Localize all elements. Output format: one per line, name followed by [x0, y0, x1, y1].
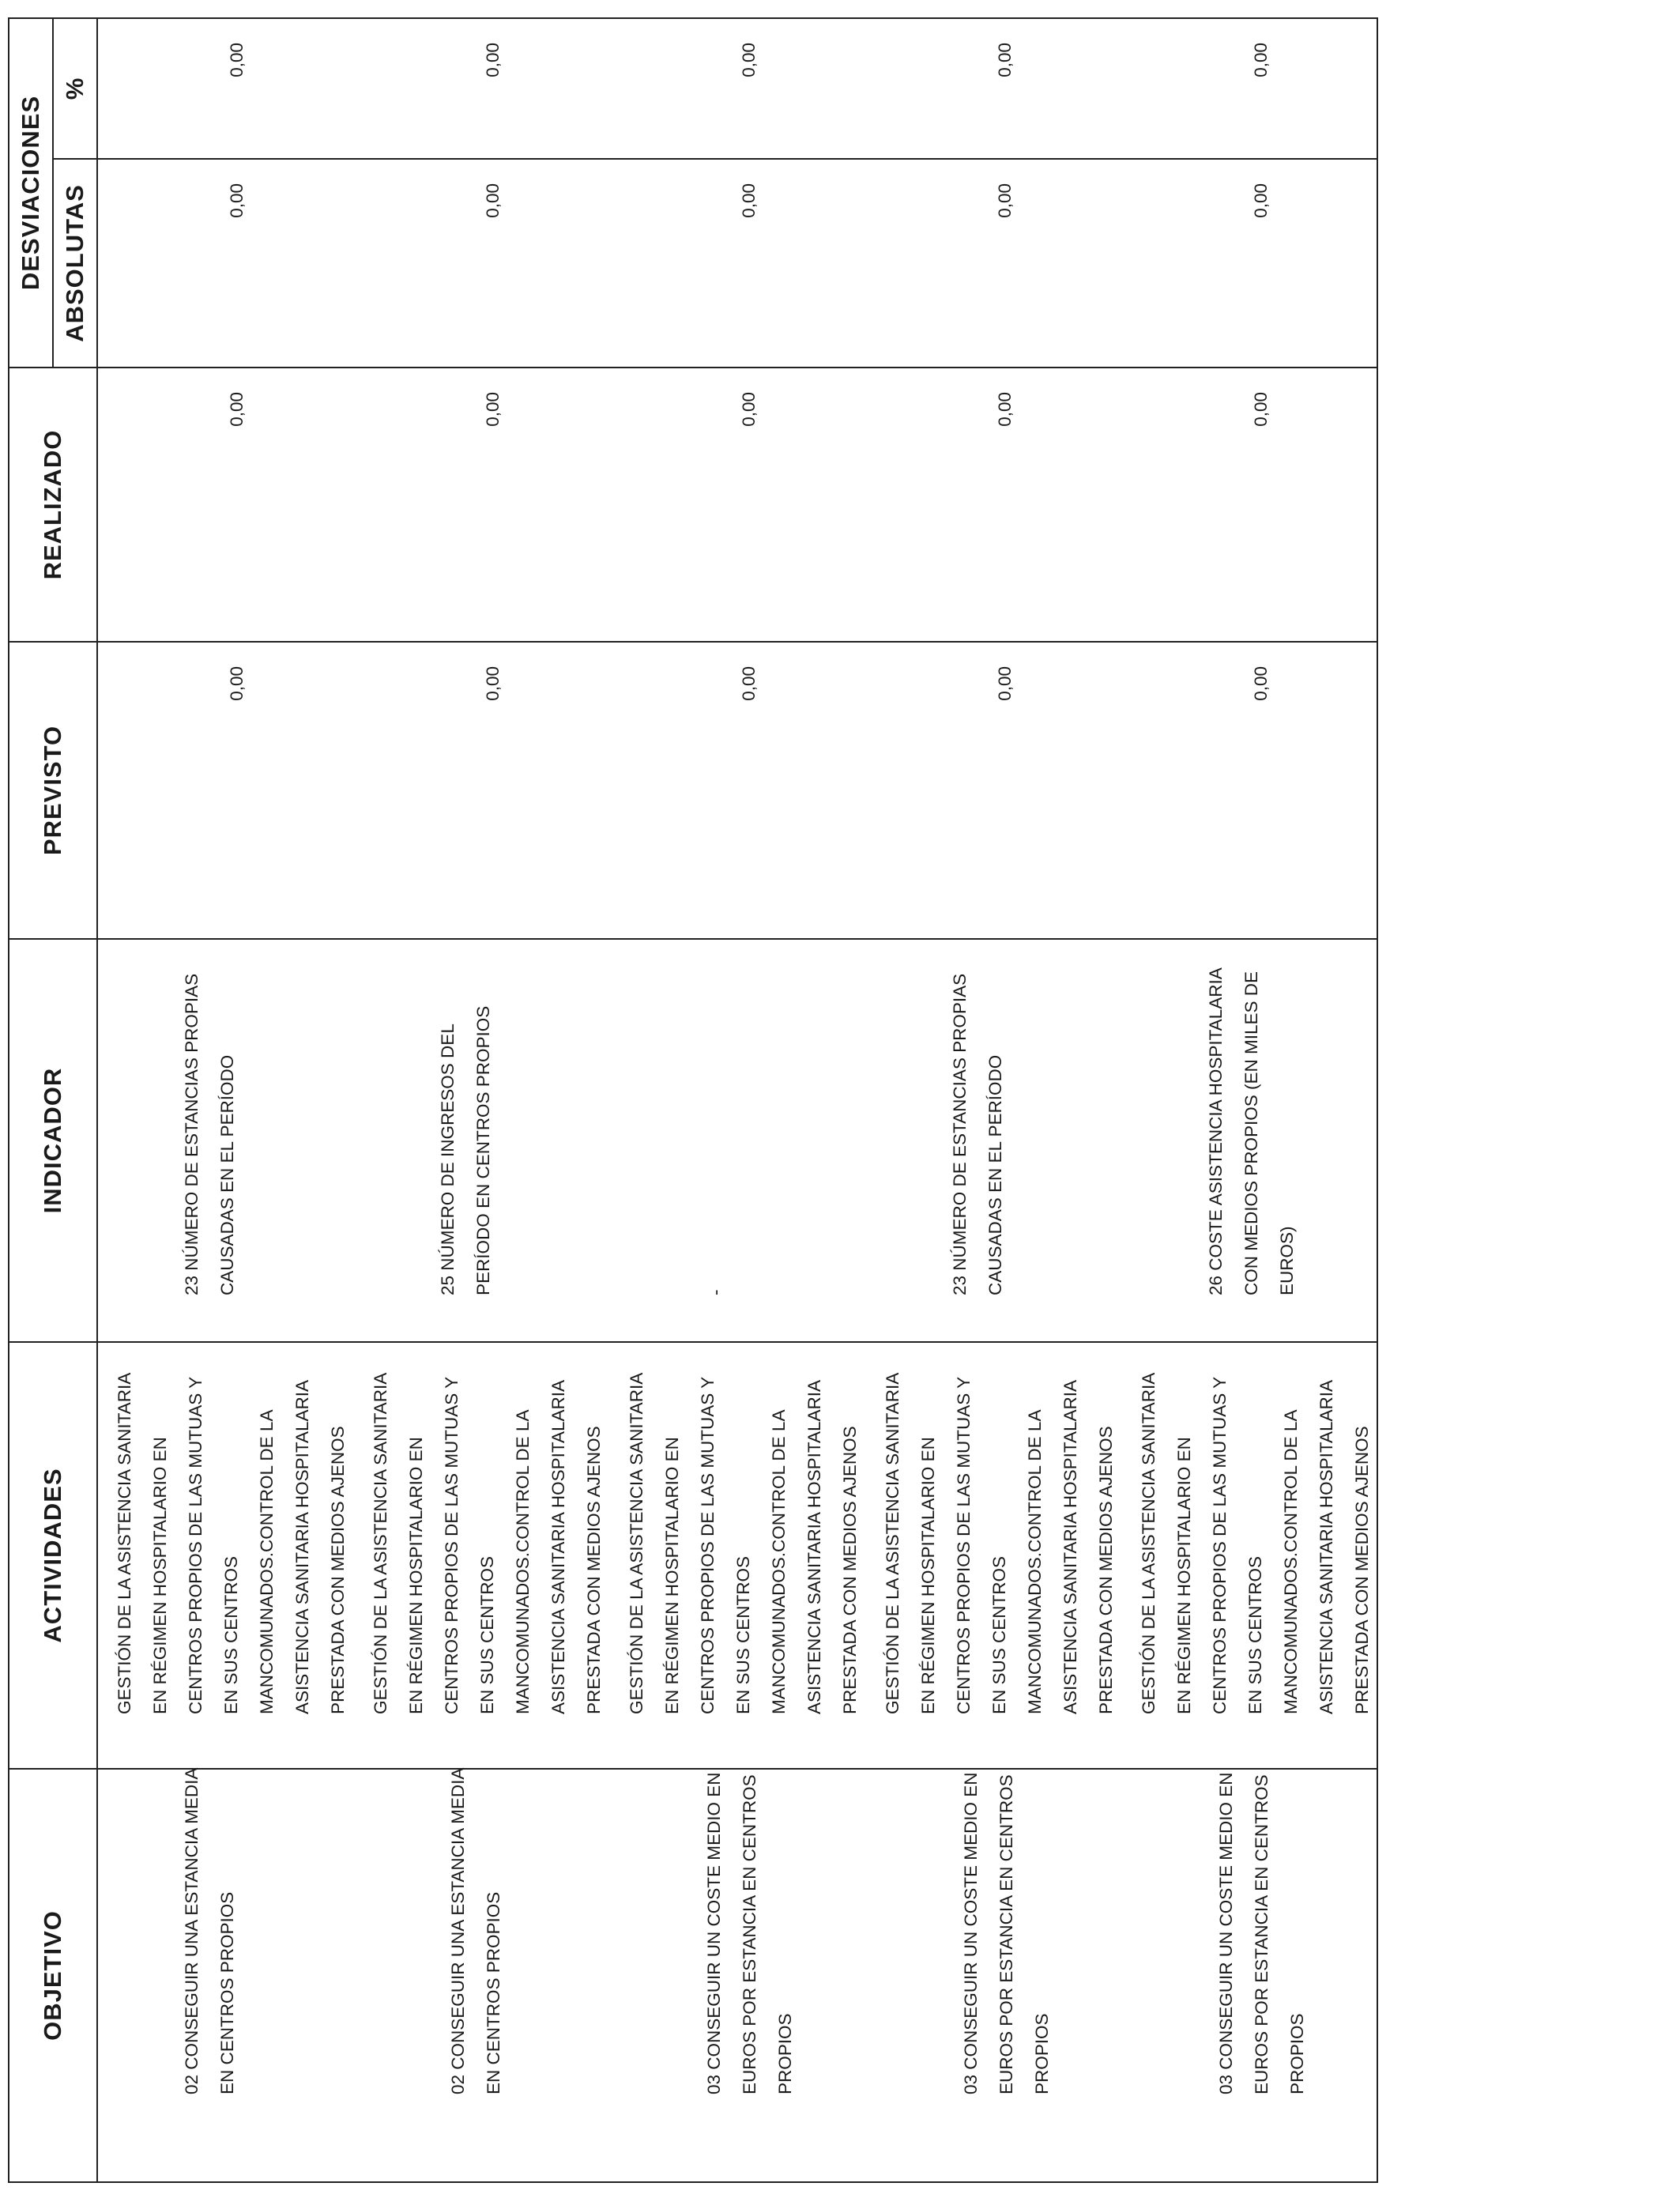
- header-indicador: INDICADOR: [9, 939, 97, 1342]
- absolutas-value-3: 0,00: [739, 183, 759, 218]
- objetivo-entry-1: 02 CONSEGUIR UNA ESTANCIA MEDIA EN CENTROS PROPIOS: [182, 1767, 237, 2094]
- realizado-column: [97, 368, 1377, 642]
- header-previsto: PREVISTO: [9, 642, 97, 939]
- realizado-value-3: 0,00: [739, 392, 759, 427]
- absolutas-column: [97, 159, 1377, 368]
- indicador-column: [97, 939, 1377, 1342]
- header-desviaciones: DESVIACIONES: [9, 18, 53, 368]
- header-actividades: ACTIVIDADES: [9, 1342, 97, 1769]
- porcentaje-value-2: 0,00: [483, 43, 503, 77]
- objetivo-entry-4: 03 CONSEGUIR UN COSTE MEDIO EN EUROS POR ESTANCIA EN CENTROS PROPIOS: [961, 1772, 1052, 2094]
- absolutas-value-5: 0,00: [1251, 183, 1271, 218]
- header-porcentaje: %: [53, 18, 97, 159]
- header-realizado: REALIZADO: [9, 368, 97, 642]
- realizado-value-2: 0,00: [483, 392, 503, 427]
- previsto-value-3: 0,00: [739, 666, 759, 701]
- indicador-entry-5: 26 COSTE ASISTENCIA HOSPITALARIA CON MEDIOS PROPIOS (EN MILES DE EUROS): [1206, 967, 1297, 1295]
- previsto-value-5: 0,00: [1251, 666, 1271, 701]
- objetivo-entry-5: 03 CONSEGUIR UN COSTE MEDIO EN EUROS POR ESTANCIA EN CENTROS PROPIOS: [1216, 1772, 1307, 2094]
- porcentaje-value-1: 0,00: [227, 43, 247, 77]
- indicador-entry-2: 25 NÚMERO DE INGRESOS DEL PERÍODO EN CENTROS PROPIOS: [438, 1005, 493, 1295]
- actividades-entry-1: GESTIÓN DE LA ASISTENCIA SANITARIA EN RÉGIMEN HOSPITALARIO EN CENTROS PROPIOS DE LAS MUTUAS Y EN SUS CENTROS MANCOMUNADOS.CONTROL DE LA ASISTENCIA SANITARIA HOSPITALARIA PRESTADA CON MEDIOS AJENOS: [115, 1372, 348, 1714]
- absolutas-value-1: 0,00: [227, 183, 247, 218]
- absolutas-value-2: 0,00: [483, 183, 503, 218]
- porcentaje-value-3: 0,00: [739, 43, 759, 77]
- absolutas-value-4: 0,00: [995, 183, 1015, 218]
- porcentaje-value-4: 0,00: [995, 43, 1015, 77]
- header-objetivo: OBJETIVO: [9, 1769, 97, 2182]
- realizado-value-1: 0,00: [227, 392, 247, 427]
- previsto-value-2: 0,00: [483, 666, 503, 701]
- objetivo-entry-3: 03 CONSEGUIR UN COSTE MEDIO EN EUROS POR ESTANCIA EN CENTROS PROPIOS: [704, 1772, 795, 2094]
- porcentaje-column: [97, 18, 1377, 159]
- realizado-value-5: 0,00: [1251, 392, 1271, 427]
- previsto-column: [97, 642, 1377, 939]
- objetivo-entry-2: 02 CONSEGUIR UNA ESTANCIA MEDIA EN CENTROS PROPIOS: [448, 1767, 503, 2094]
- indicador-entry-4: 23 NÚMERO DE ESTANCIAS PROPIAS CAUSADAS EN EL PERÍODO: [950, 973, 1005, 1295]
- header-absolutas: ABSOLUTAS: [53, 159, 97, 368]
- actividades-column: [97, 1342, 1377, 1769]
- objetivo-column: [97, 1769, 1377, 2182]
- porcentaje-value-5: 0,00: [1251, 43, 1271, 77]
- actividades-entry-3: GESTIÓN DE LA ASISTENCIA SANITARIA EN RÉGIMEN HOSPITALARIO EN CENTROS PROPIOS DE LAS MUTUAS Y EN SUS CENTROS MANCOMUNADOS.CONTROL DE LA ASISTENCIA SANITARIA HOSPITALARIA PRESTADA CON MEDIOS AJENOS: [627, 1372, 860, 1714]
- actividades-entry-4: GESTIÓN DE LA ASISTENCIA SANITARIA EN RÉGIMEN HOSPITALARIO EN CENTROS PROPIOS DE LAS MUTUAS Y EN SUS CENTROS MANCOMUNADOS.CONTROL DE LA ASISTENCIA SANITARIA HOSPITALARIA PRESTADA CON MEDIOS AJENOS: [883, 1372, 1116, 1714]
- previsto-value-1: 0,00: [227, 666, 247, 701]
- previsto-value-4: 0,00: [995, 666, 1015, 701]
- indicador-entry-3: -: [706, 1289, 725, 1295]
- indicador-entry-1: 23 NÚMERO DE ESTANCIAS PROPIAS CAUSADAS EN EL PERÍODO: [182, 973, 237, 1295]
- actividades-entry-5: GESTIÓN DE LA ASISTENCIA SANITARIA EN RÉGIMEN HOSPITALARIO EN CENTROS PROPIOS DE LAS MUTUAS Y EN SUS CENTROS MANCOMUNADOS.CONTROL DE LA ASISTENCIA SANITARIA HOSPITALARIA PRESTADA CON MEDIOS AJENOS: [1139, 1372, 1372, 1714]
- objectives-table: [8, 17, 1378, 2183]
- realizado-value-4: 0,00: [995, 392, 1015, 427]
- actividades-entry-2: GESTIÓN DE LA ASISTENCIA SANITARIA EN RÉGIMEN HOSPITALARIO EN CENTROS PROPIOS DE LAS MUTUAS Y EN SUS CENTROS MANCOMUNADOS.CONTROL DE LA ASISTENCIA SANITARIA HOSPITALARIA PRESTADA CON MEDIOS AJENOS: [371, 1372, 604, 1714]
